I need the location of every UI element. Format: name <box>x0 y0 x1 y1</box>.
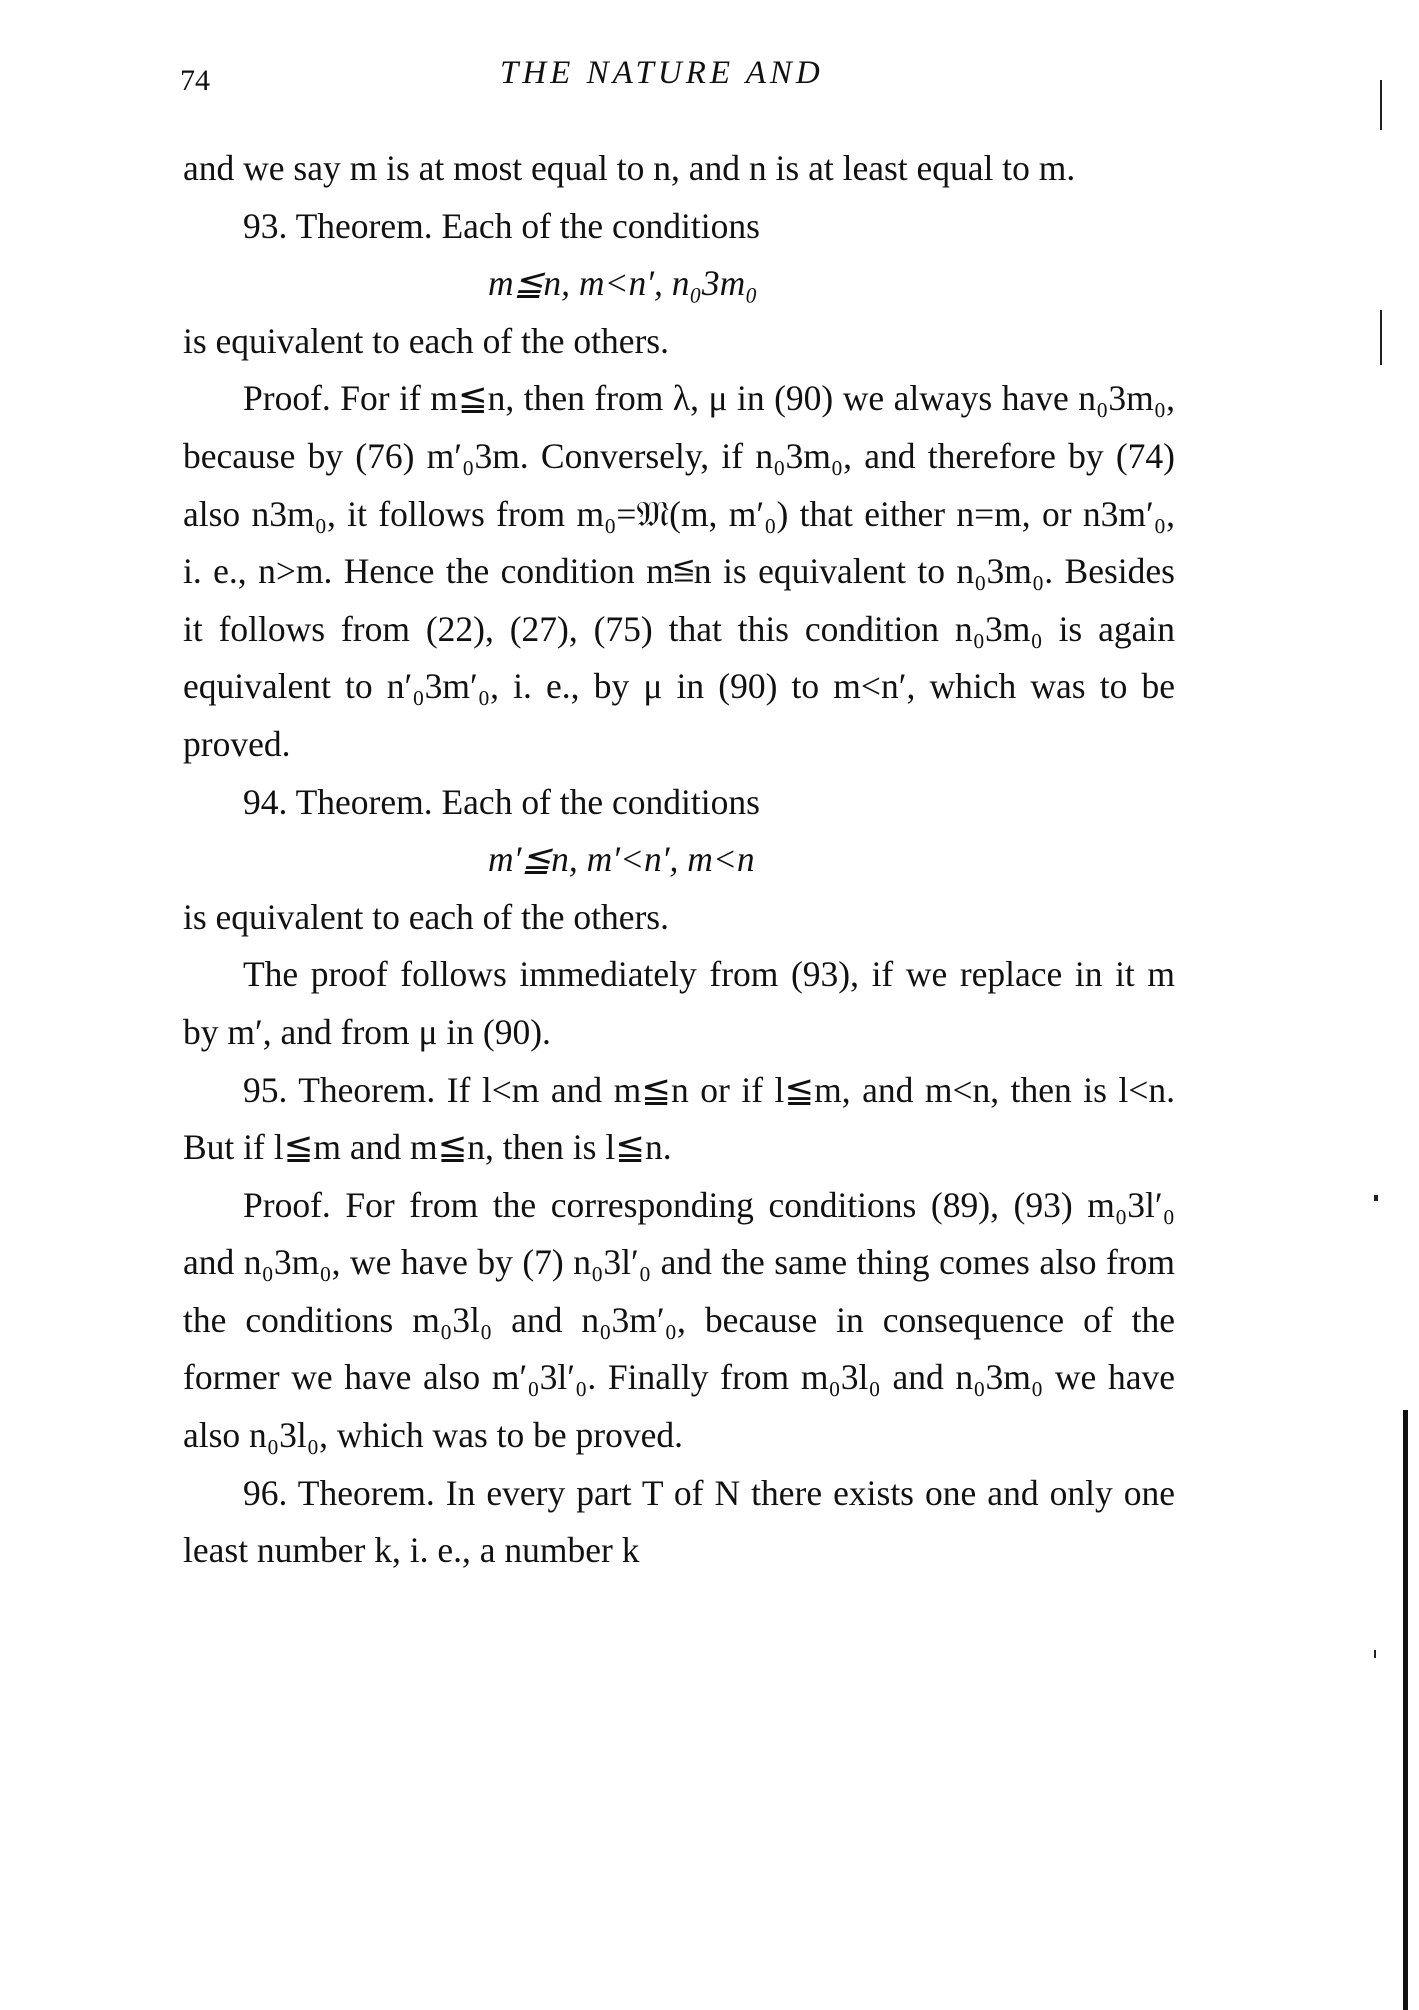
margin-mark <box>1380 310 1382 365</box>
page-number: 74 <box>180 64 210 97</box>
margin-mark <box>1374 1650 1376 1658</box>
theorem-96-statement: 96. Theorem. In every part T of N there exists one and only one least number k, i. e., a number k <box>183 1472 1175 1571</box>
margin-mark <box>1374 1195 1378 1201</box>
page-edge-shadow <box>1403 1410 1408 2010</box>
body-text <box>183 140 1175 1580</box>
running-title: THE NATURE AND <box>500 55 824 91</box>
theorem-94-statement: is equivalent to each of the others. <box>183 896 669 937</box>
theorem-93-statement: is equivalent to each of the others. <box>183 320 669 361</box>
theorem-94-heading: 94. Theorem. Each of the conditions <box>243 781 760 822</box>
paragraph-definition-end: and we say m is at most equal to n, and n is at least equal to m. <box>183 148 1076 188</box>
theorem-94-formula: m′≦n, m′<n′, m<n <box>488 839 755 880</box>
margin-mark <box>1380 80 1382 130</box>
theorem-93-heading: 93. Theorem. Each of the conditions <box>243 205 760 246</box>
theorem-94-proof: The proof follows immediately from (93), if we replace in it m by m′, and from μ in (90). <box>183 954 1175 1052</box>
theorem-95-statement: 95. Theorem. If l<m and m≦n or if l≦m, and m<n, then is l<n. But if l≦m and m≦n, then is l≦n. <box>183 1069 1175 1168</box>
page-header <box>180 50 1180 100</box>
theorem-93-proof: Proof. For if m≦n, then from λ, μ in (90) we always have n₀3m₀, because by (76) m′₀3m. Conversely, if n₀3m₀, and therefore by (74) also n3m₀, it follows from m₀=𝔐(m, m′₀) that either n=m, or n3m′₀, i. e., n>m. Hence the condition m≦n is equivalent to n₀3m₀. Besides it follows from (22), (27), (75) that this condition n₀3m₀ is again equivalent to n′₀3m′₀, i. e., by μ in (90) to m<n′, which was to be proved. <box>183 378 1175 764</box>
theorem-93-formula: m≦n, m<n′, n₀3m₀ <box>488 263 758 304</box>
theorem-95-proof: Proof. For from the corresponding conditions (89), (93) m₀3l′₀ and n₀3m₀, we have by (7) n₀3l′₀ and the same thing comes also from the conditions m₀3l₀ and n₀3m′₀, because in consequence of the former we have also m′₀3l′₀. Finally from m₀3l₀ and n₀3m₀ we have also n₀3l₀, which was to be proved. <box>183 1184 1175 1456</box>
